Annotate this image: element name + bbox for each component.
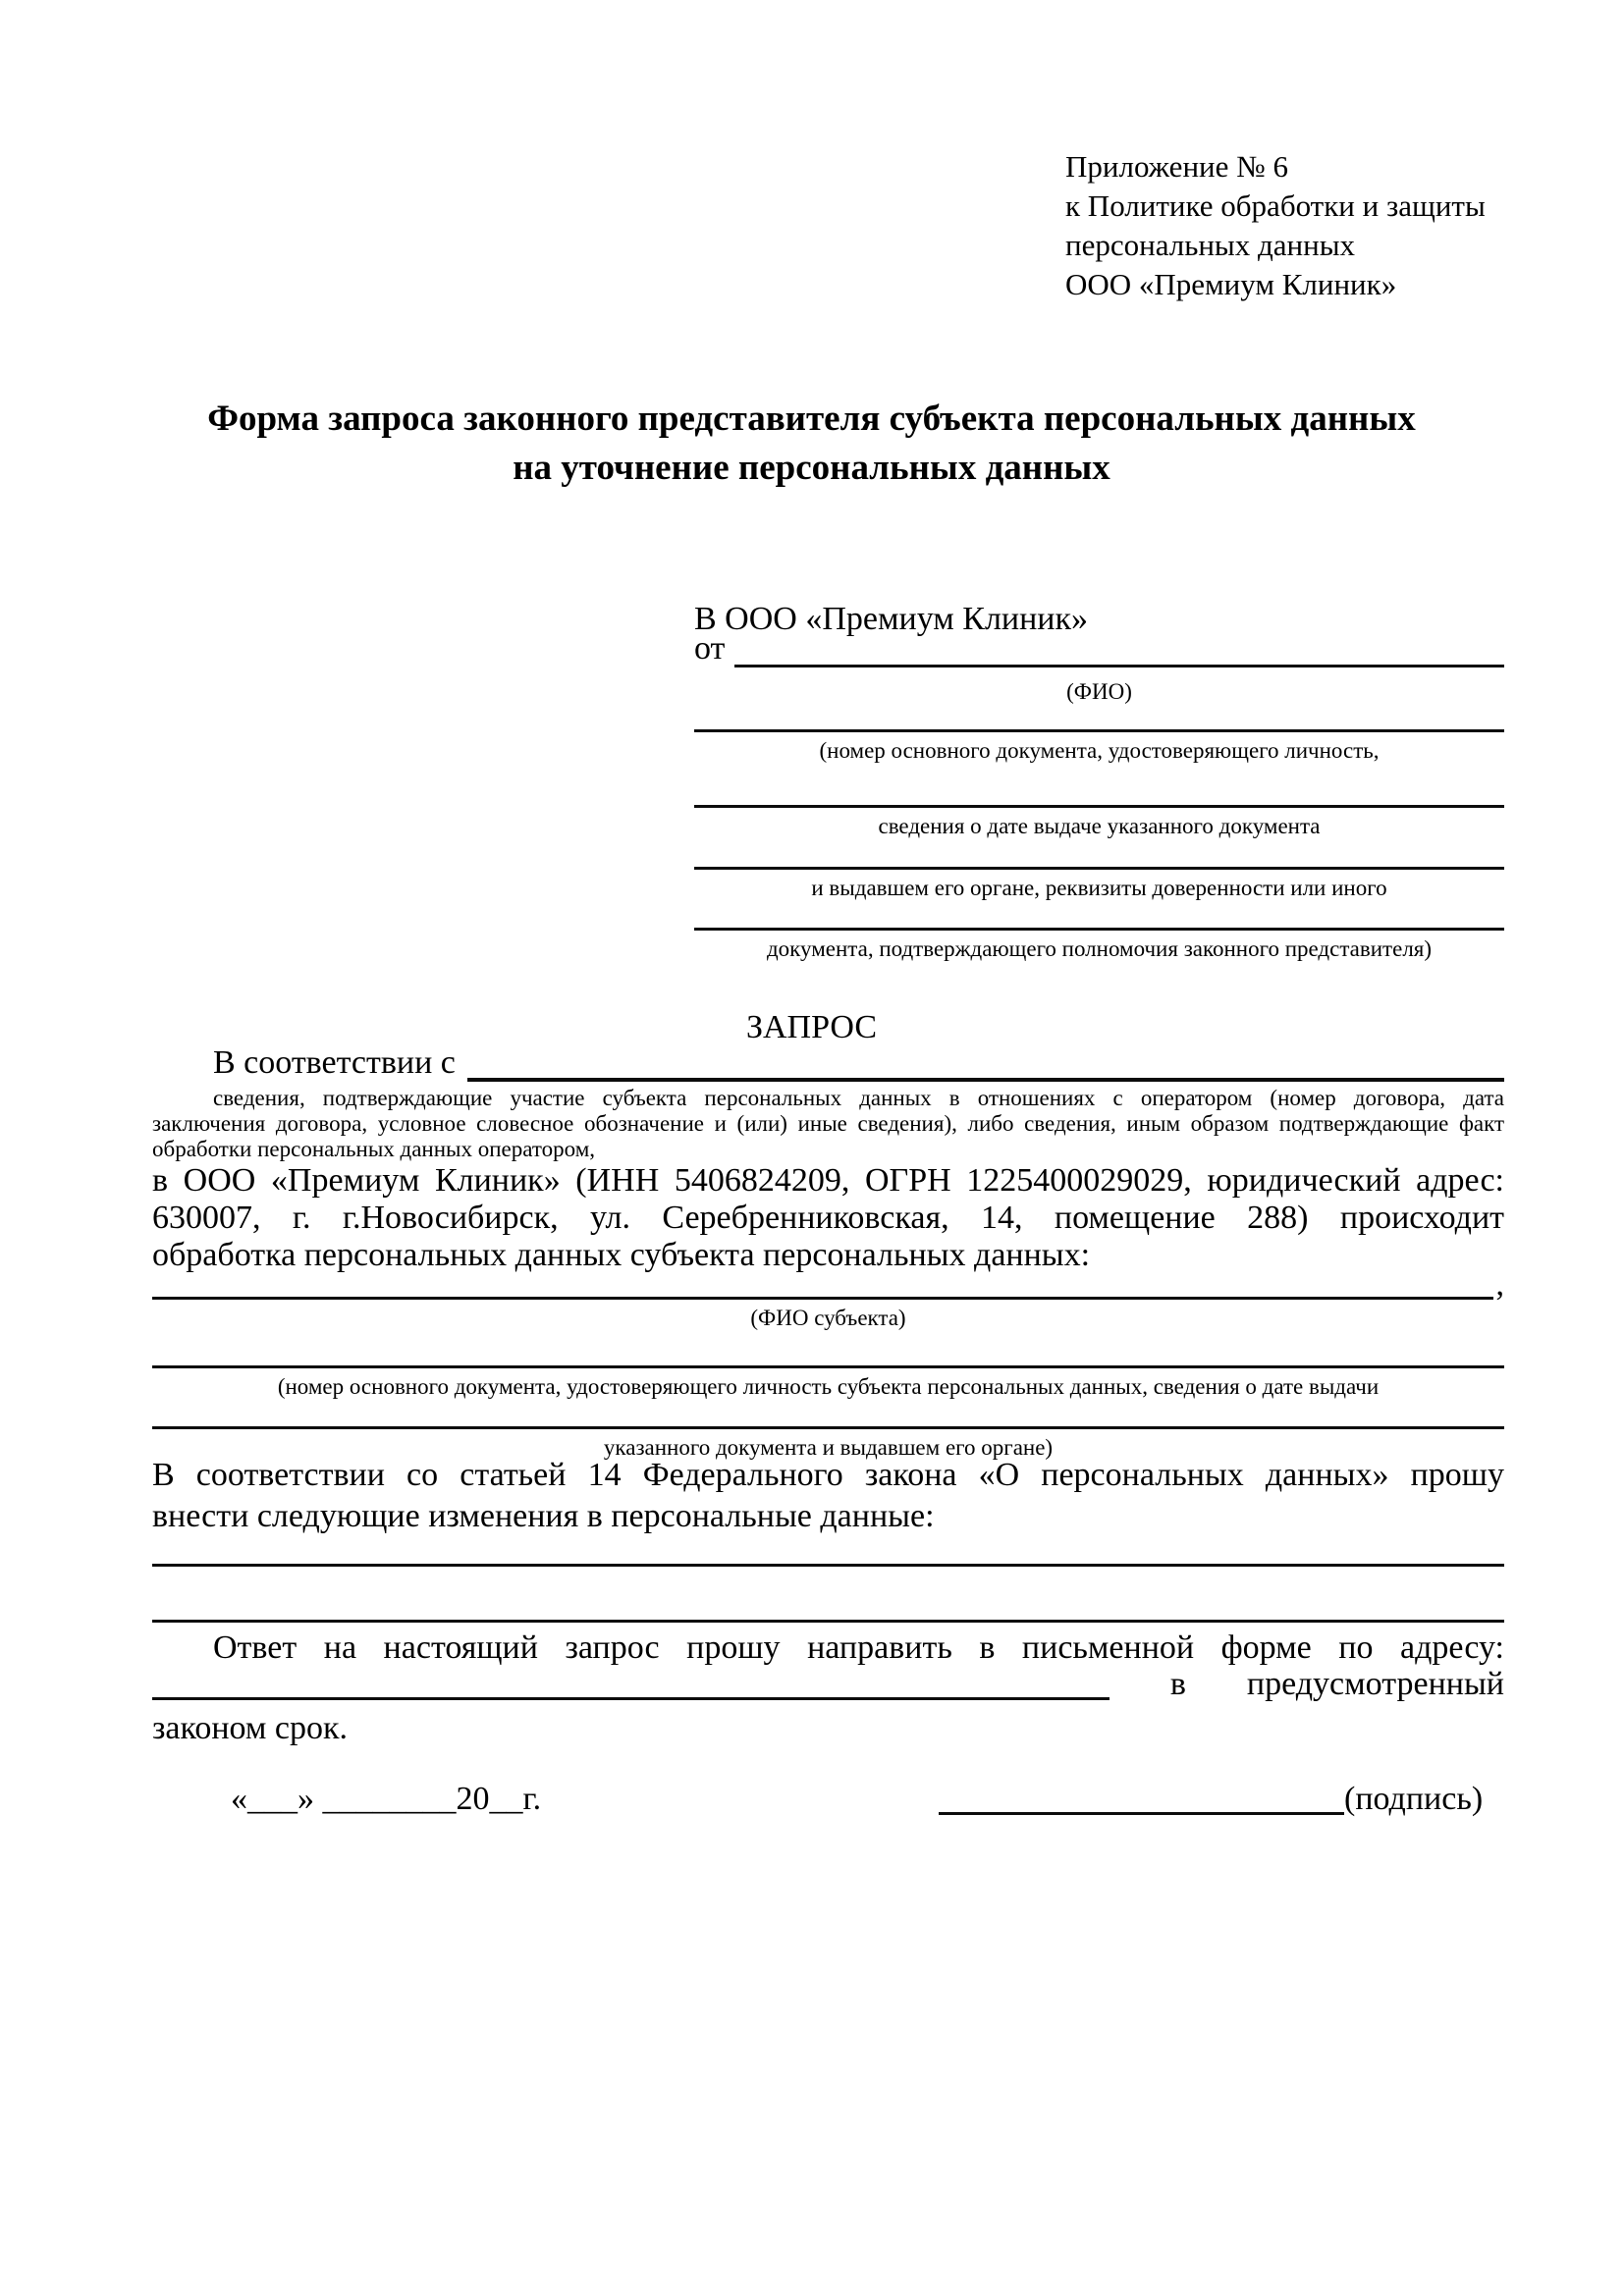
- issue-date-blank-line: [694, 805, 1504, 808]
- document-number-caption: (номер основного документа, удостоверяющего личность,: [819, 738, 1380, 763]
- subject-name-row: [152, 1266, 1504, 1303]
- subject-document-caption: (номер основного документа, удостоверяющего личность субъекта персональных данных, сведения о дате выдачи: [277, 1374, 1380, 1399]
- article-line: В соответствии со статьей 14 Федерального закона «О персональных данных» прошу: [152, 1457, 1504, 1493]
- subject-document-caption-2: указанного документа и выдавшем его органе): [603, 1435, 1054, 1460]
- changes-blank-line-2: [152, 1620, 1504, 1623]
- response-line-3: законом срок.: [152, 1710, 348, 1746]
- appendix-line: к Политике обработки и защиты: [1065, 188, 1486, 223]
- signature-blank-line: [939, 1777, 1344, 1815]
- request-heading: ЗАПРОС: [745, 1009, 878, 1045]
- intro-label: В соответствии с: [213, 1044, 456, 1081]
- authority-document-caption: документа, подтверждающего полномочия законного представителя): [766, 936, 1433, 961]
- appendix-block: [1065, 147, 1527, 304]
- intro-row: [152, 1046, 1504, 1082]
- response-address-row: [152, 1666, 1504, 1702]
- issuing-authority-caption: и выдавшем его органе, реквизиты доверенности или иного: [811, 876, 1387, 900]
- appendix-line: персональных данных: [1065, 228, 1356, 262]
- addressee-to: В ООО «Премиум Клиник»: [694, 601, 1089, 637]
- response-word-term: предусмотренный: [1246, 1666, 1504, 1702]
- trailing-comma: ,: [1495, 1266, 1504, 1303]
- response-word-v: в: [1169, 1666, 1186, 1702]
- operator-line: в ООО «Премиум Клиник» (ИНН 5406824209, ОГРН 1225400029029, юридический адрес:: [152, 1162, 1504, 1199]
- issuing-authority-blank-line: [694, 867, 1504, 870]
- note-line: сведения, подтверждающие участие субъекта персональных данных в отношениях с оператором (номер договора, дата: [213, 1086, 1504, 1110]
- document-title: [135, 395, 1488, 493]
- subject-fio-caption: (ФИО субъекта): [750, 1306, 906, 1330]
- operator-line: 630007, г. г.Новосибирск, ул. Серебренниковская, 14, помещение 288) происходит: [152, 1200, 1504, 1236]
- signature-caption: (подпись): [1344, 1781, 1484, 1817]
- from-label: от: [694, 630, 726, 667]
- issue-date-caption: сведения о дате выдаче указанного документа: [878, 814, 1321, 838]
- article-line: внести следующие изменения в персональные данные:: [152, 1498, 935, 1534]
- title-line: Форма запроса законного представителя субъекта персональных данных: [207, 399, 1416, 439]
- title-line: на уточнение персональных данных: [513, 448, 1110, 488]
- address-blank-line: [152, 1666, 1110, 1700]
- response-line-1: Ответ на настоящий запрос прошу направить в письменной форме по адресу:: [213, 1629, 1504, 1666]
- operator-paragraph: [152, 1162, 1504, 1274]
- subject-name-blank-line: [152, 1297, 1493, 1300]
- appendix-line: ООО «Премиум Клиник»: [1065, 267, 1397, 301]
- changes-blank-line-1: [152, 1564, 1504, 1567]
- authority-document-blank-line: [694, 928, 1504, 931]
- subject-document-blank-line-2: [152, 1426, 1504, 1429]
- article-paragraph: [152, 1455, 1504, 1537]
- subject-document-blank-line: [152, 1365, 1504, 1368]
- date-line: «___» ________20__г.: [231, 1781, 542, 1817]
- addressee-from-row: [694, 630, 1504, 667]
- document-number-blank-line: [694, 729, 1504, 732]
- note-block: [152, 1086, 1504, 1162]
- representative-name-blank-line: [734, 665, 1504, 667]
- basis-blank-line: [467, 1078, 1504, 1082]
- fio-caption: (ФИО): [1066, 679, 1132, 704]
- note-line: обработки персональных данных оператором,: [152, 1137, 595, 1161]
- note-line: заключения договора, условное словесное обозначение и (или) иные сведения), либо сведения, иным образом подтверждающие факт: [152, 1111, 1504, 1136]
- appendix-line: Приложение № 6: [1065, 149, 1288, 184]
- operator-line: обработка персональных данных субъекта персональных данных:: [152, 1237, 1091, 1273]
